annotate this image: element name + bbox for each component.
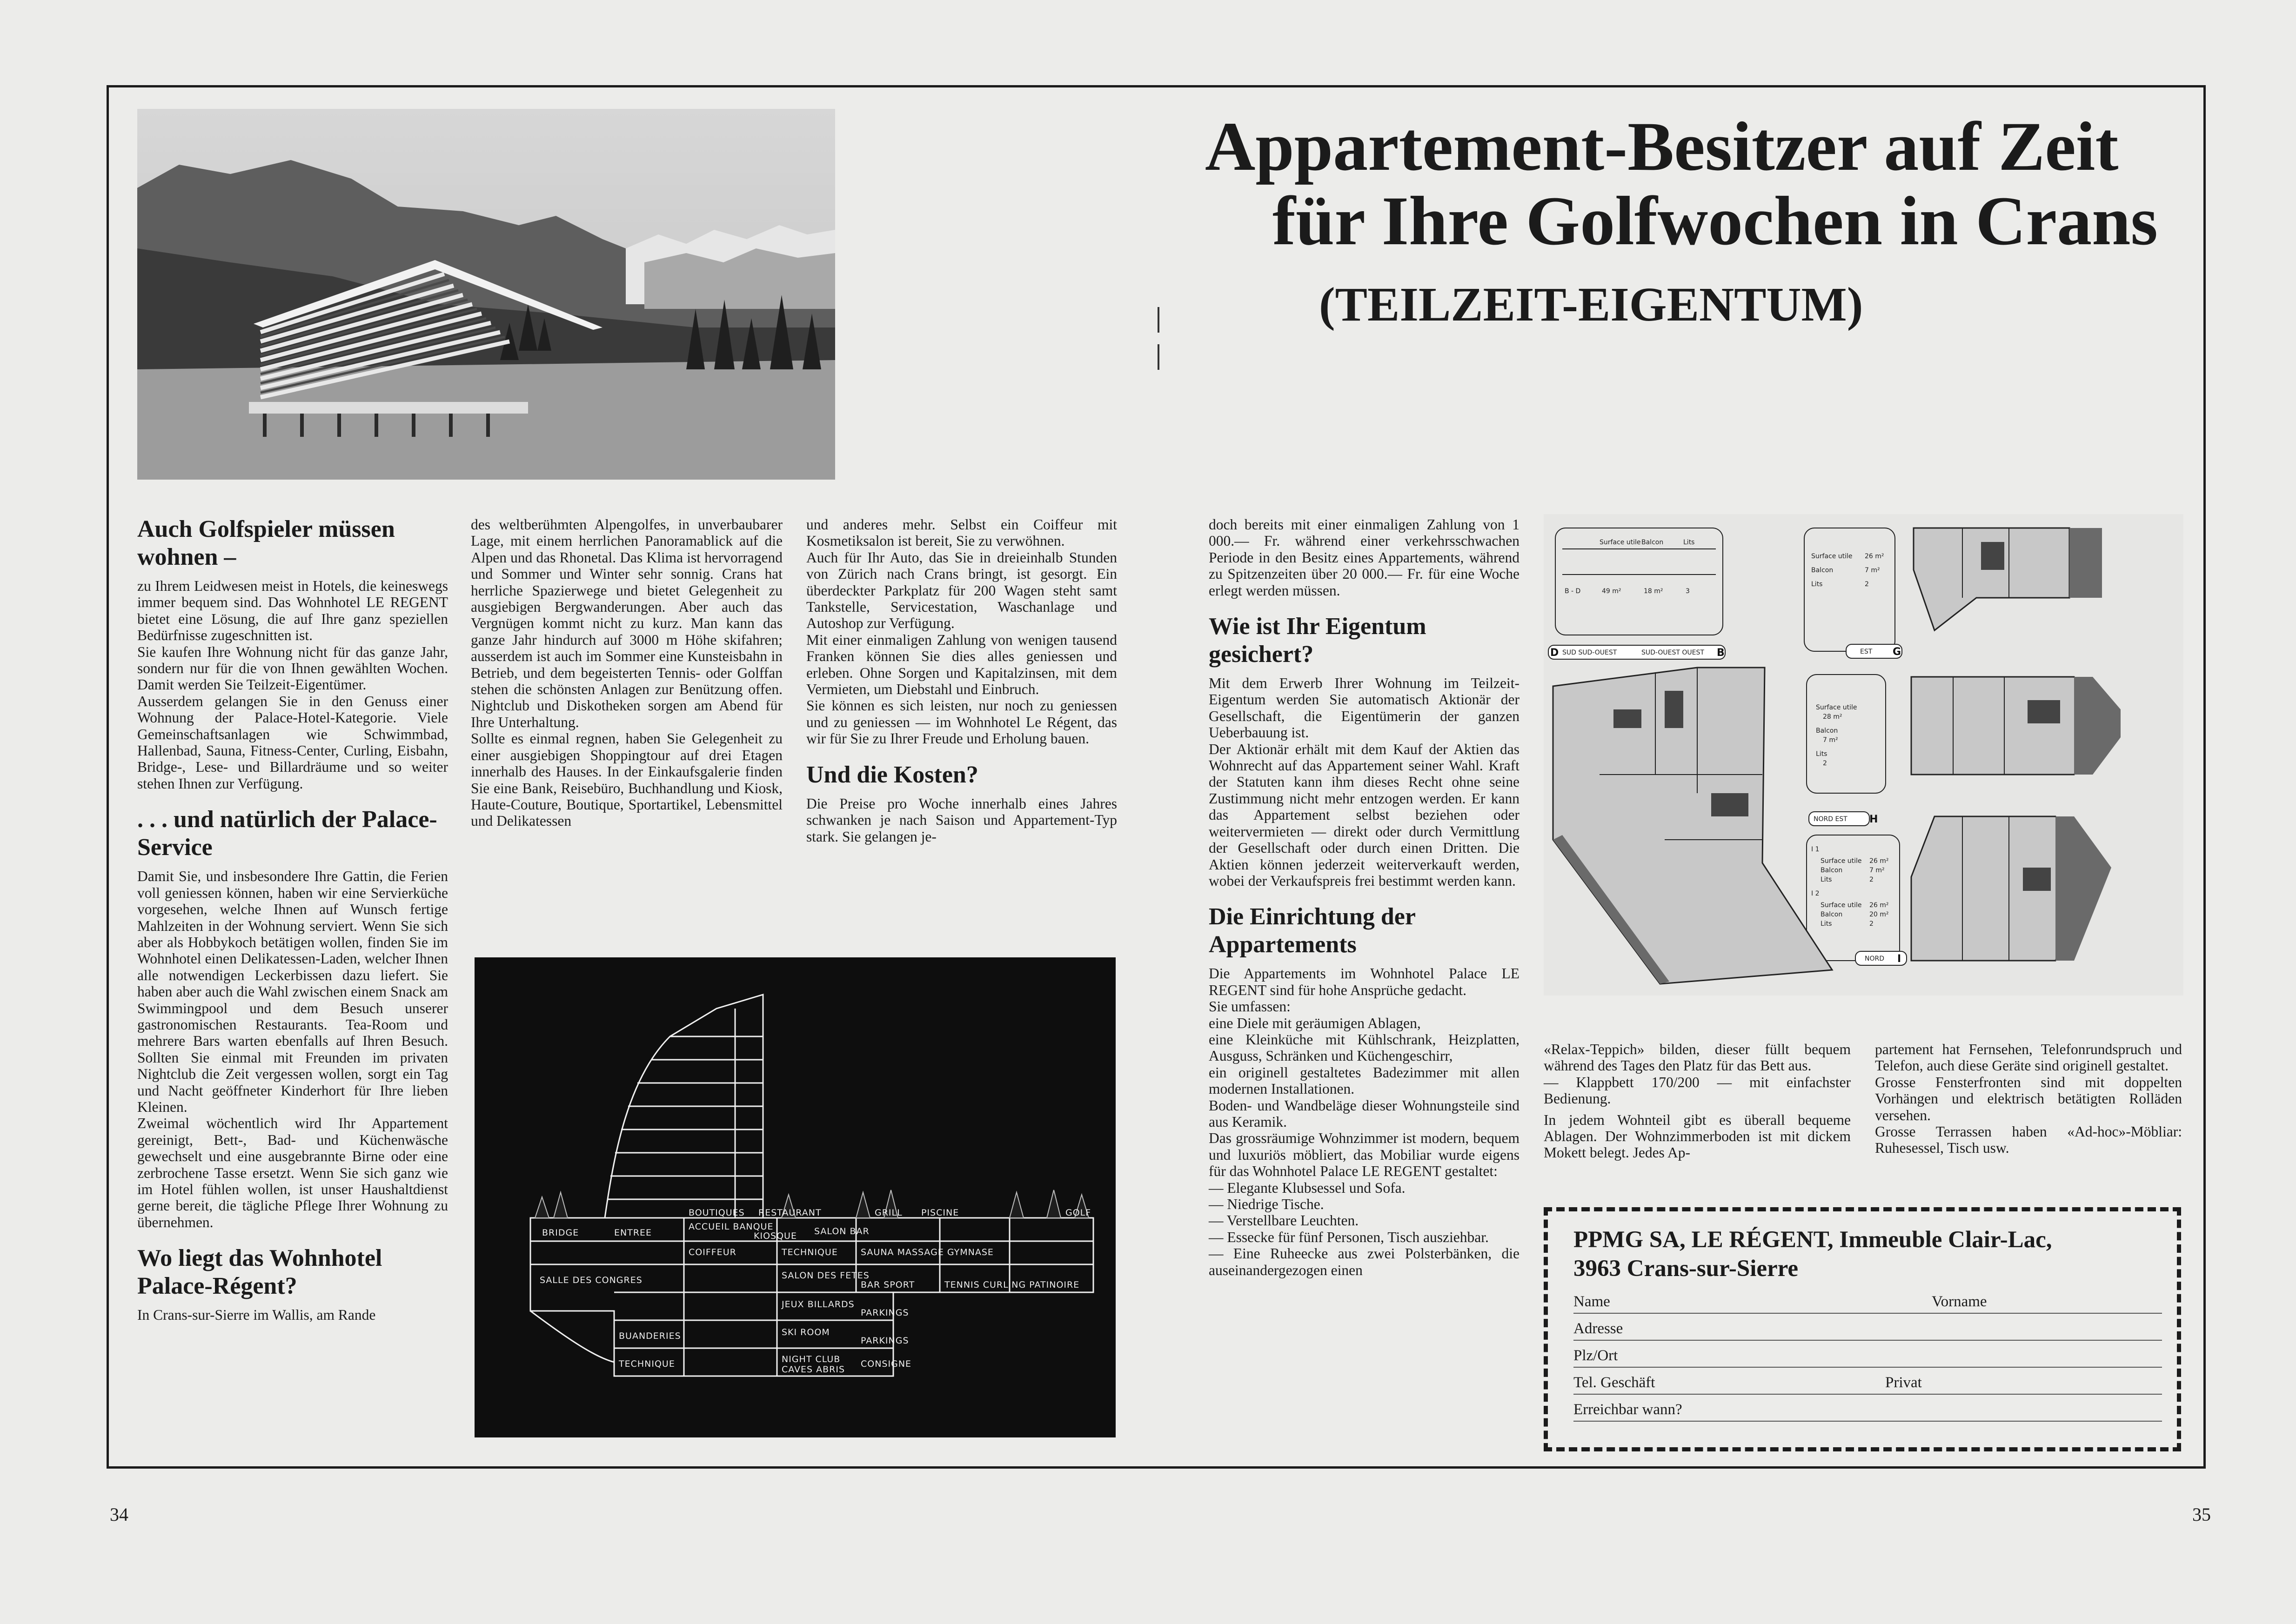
orientation-label: NORD [1865,955,1884,962]
plan-value: 20 m² [1869,911,1889,918]
section-label: NIGHT CLUB [782,1354,841,1364]
plan-letter: H [1869,814,1878,825]
coupon-row-tel[interactable] [1573,1367,2162,1395]
column-4 [1209,516,1520,1278]
list-item: — Eine Ruheecke aus zwei Polsterbänken, die auseinandergezogen einen [1209,1245,1520,1278]
paragraph: «Relax-Teppich» bilden, dieser füllt bequem während des Tages den Platz für das Bett aus. [1544,1041,1851,1074]
paragraph: Damit Sie, und insbesondere Ihre Gattin, die Ferien voll geniessen können, haben wir eine Servierküche vorgesehen, welche Ihnen auf Wunsch fertige Mahlzeiten in der Wohnung serviert. Wenn Sie sich aber als Hobbykoch betätigen wollen, finden Sie im Wohnhotel einen Delikatessen-Laden, welcher Ihnen alle notwendigen Leckerbissen dazu liefert. Sie haben aber auch die Wahl zwischen einem Snack am Swimmingpool und dem Besuch unserer gastronomischen Restaurants. Tea-Room und mehrere Bars warten ebenfalls auf Ihren Besuch. Sollten Sie einmal mit Freunden im privaten Nightclub die Zeit vergessen wollen, sorgt ein Tag und Nacht geöffneter Kinderhort für Ihre lieben Kleinen. [137,868,448,1115]
field-label-vorname: Vorname [1932,1293,1987,1310]
list-item: — Essecke für fünf Personen, Tisch ausziehbar. [1209,1229,1489,1245]
paragraph: partement hat Fernsehen, Telefonrundspruch und Telefon, auch diese Geräte sind originell gestaltet. [1875,1041,2182,1074]
column-2 [471,516,783,829]
plan-label: Balcon [1821,867,1843,874]
paragraph: In jedem Wohnteil gibt es überall bequeme Ablagen. Der Wohnzimmerboden ist mit dickem Mokett belegt. Jedes Ap- [1544,1111,1851,1161]
field-label-privat: Privat [1885,1374,1922,1391]
section-label: SAUNA MASSAGE GYMNASE [861,1247,994,1257]
plan-value: 49 m² [1602,588,1621,595]
section-label: BAR SPORT [861,1280,915,1290]
paragraph: Grosse Terrassen haben «Ad-hoc»-Möbliar: Ruhesessel, Tisch usw. [1875,1123,2182,1156]
plan-label: Lits [1683,539,1695,546]
paragraph: zu Ihrem Leidwesen meist in Hotels, die keineswegs immer bequem sind. Das Wohnhotel LE REGENT bietet eine Lösung, die auf Ihre ganz speziellen Bedürfnisse zugeschnitten ist. [137,578,448,644]
orientation-label: EST [1860,648,1873,655]
plan-label: Balcon [1816,727,1838,735]
plan-label: Surface utile [1821,902,1862,909]
plan-value: 7 m² [1865,567,1880,574]
section-label: BOUTIQUES [689,1208,745,1218]
paragraph: eine Diele mit geräumigen Ablagen, [1209,1015,1421,1031]
heading-einrichtung: Die Einrichtung der Appartements [1209,903,1415,958]
section-label: SALON DES FETES [782,1270,870,1281]
coupon-title-line1: PPMG SA, LE RÉGENT, Immeuble Clair-Lac, [1573,1227,2052,1253]
list-item: — Elegante Klubsessel und Sofa. [1209,1179,1406,1196]
heading-eigentum: Wie ist Ihr Eigentum gesichert? [1209,613,1426,668]
plan-label: I 2 [1811,890,1820,897]
plan-value: 28 m² [1823,713,1842,721]
orientation-label: SUD-OUEST OUEST [1641,649,1704,656]
hotel-photo [137,109,835,480]
section-label: CONSIGNE [861,1359,912,1369]
heading-palace-service: . . . und natürlich der Palace-Service [137,806,437,861]
list-item: — Verstellbare Leuchten. [1209,1212,1359,1229]
section-label: TENNIS CURLING PATINOIRE [944,1280,1080,1290]
plan-value: 26 m² [1869,857,1889,865]
section-label: GOLF [1065,1208,1091,1218]
column-3 [806,516,1117,845]
paragraph: Sollte es einmal regnen, haben Sie Gelegenheit zu einer ausgiebigen Shoppingtour auf drei Etagen innerhalb des Hauses. In der Einkaufsgalerie finden Sie eine Bank, Reisebüro, Buchhandlung und Kiosk, Haute-Couture, Boutique, Sportartikel, Lebensmittel und Delikatessen [471,730,783,829]
section-label: PARKINGS [861,1308,909,1318]
field-label-plz: Plz/Ort [1573,1347,1618,1364]
field-label-adresse: Adresse [1573,1320,1623,1337]
section-label: ENTREE [614,1228,652,1238]
plan-value: 26 m² [1865,553,1884,560]
page-number-left: 34 [110,1504,128,1525]
heading-wo-liegt: Wo liegt das Wohnhotel Palace-Régent? [137,1245,382,1300]
list-item: — Niedrige Tische. [1209,1196,1324,1212]
coupon-row-name[interactable] [1573,1286,2162,1314]
paragraph: Zweimal wöchentlich wird Ihr Appartement gereinigt, Bett-, Bad- und Küchenwäsche gewechselt und eine ausgebrannte Birne oder eine zerbrochene Tasse ersetzt. Wenn Sie sich ganz wie im Hotel fühlen wollen, ist unser Haushaltdienst gerne bereit, die tägliche Pflege Ihrer Wohnung zu übernehmen. [137,1115,448,1230]
column-1 [137,515,448,1323]
section-label: JEUX BILLARDS [782,1299,855,1310]
plan-value: 7 m² [1869,867,1885,874]
plan-label: Balcon [1821,911,1843,918]
fold-mark [1158,307,1159,333]
paragraph: doch bereits mit einer einmaligen Zahlung von 1 000.— Fr. während einer verkehrsschwachen Periode in den Besitz eines Appartements, während zu Spitzenzeiten über 20 000.— Fr. für eine Woche erlegt werden müssen. [1209,516,1520,599]
section-label: TECHNIQUE [619,1359,675,1369]
building-section-drawing [475,957,1116,1437]
plan-letter: B [1717,647,1725,659]
field-label-name: Name [1573,1293,1610,1310]
heading-golfspieler: Auch Golfspieler müssen wohnen – [137,516,395,570]
paragraph: — Klappbett 170/200 — mit einfachster Bedienung. [1544,1074,1851,1107]
paragraph: Sie kaufen Ihre Wohnung nicht für das ganze Jahr, sondern nur für die von Ihnen gewählten Wochen. Damit werden Sie Teilzeit-Eigentümer. [137,643,448,693]
paragraph: ein originell gestaltetes Badezimmer mit allen modernen Installationen. [1209,1064,1520,1097]
plan-label: B - D [1565,588,1581,595]
page-number-right: 35 [2192,1504,2211,1525]
headline-line2: für Ihre Golfwochen in Crans [1272,182,2158,260]
plan-value: 3 [1686,588,1690,595]
paragraph: Die Preise pro Woche innerhalb eines Jahres schwanken je nach Saison und Appartement-Typ stark. Sie gelangen je- [806,795,1117,845]
section-label: PISCINE [921,1208,959,1218]
section-label: TECHNIQUE [782,1247,838,1257]
paragraph: Mit dem Erwerb Ihrer Wohnung im Teilzeit-Eigentum werden Sie automatisch Aktionär der Gesellschaft, die Eigentümerin der ganzen Ueberbauung ist. [1209,675,1520,741]
coupon-title [1573,1225,2052,1283]
paragraph: In Crans-sur-Sierre im Wallis, am Rande [137,1307,376,1323]
paragraph: und anderes mehr. Selbst ein Coiffeur mit Kosmetiksalon ist bereit, Sie zu verwöhnen. [806,516,1117,549]
field-label-tel: Tel. Geschäft [1573,1374,1655,1391]
plan-label: Lits [1821,876,1832,883]
paragraph: Auch für Ihr Auto, das Sie in dreieinhalb Stunden von Zürich nach Crans bringt, ist gesorgt. Ein überdeckter Parkplatz für 200 Wagen steht samt Tankstelle, Servicestation, Waschanlage und Autoshop zur Verfügung. [806,549,1117,632]
field-label-erreichbar: Erreichbar wann? [1573,1401,1682,1418]
paragraph: Die Appartements im Wohnhotel Palace LE REGENT sind für hohe Ansprüche gedacht. [1209,965,1520,998]
coupon-row-adresse[interactable] [1573,1313,2162,1341]
paragraph: Mit einer einmaligen Zahlung von wenigen tausend Franken können Sie dies alles geniessen und erleben. Ohne Sorgen und Kapitalzinsen, mit dem Vermieten, um Diebstahl und Einbruch. [806,631,1117,698]
plan-label: Lits [1811,581,1823,588]
plan-value: 2 [1869,876,1874,883]
plan-value: 2 [1865,581,1869,588]
headline-subtitle: (TEILZEIT-EIGENTUM) [1319,278,1863,331]
section-label: SKI ROOM [782,1327,830,1337]
plan-label: Surface utile [1600,539,1641,546]
paragraph: Grosse Fensterfronten sind mit doppelten Vorhängen und elektrisch betätigten Rolläden versehen. [1875,1074,2182,1123]
headline-line1: Appartement-Besitzer auf Zeit [1205,108,2119,185]
paragraph: eine Kleinküche mit Kühlschrank, Heizplatten, Ausguss, Schränken und Küchengeschirr, [1209,1031,1520,1064]
plan-label: Surface utile [1816,704,1857,711]
plan-label: Lits [1816,750,1827,758]
orientation-label: NORD EST [1814,815,1848,823]
coupon-title-line2: 3963 Crans-sur-Sierre [1573,1256,1799,1282]
plan-label: Balcon [1641,539,1664,546]
paragraph: Sie umfassen: [1209,998,1291,1015]
column-5 [1544,1041,1851,1161]
section-label: SALON BAR [814,1226,870,1236]
paragraph: Boden- und Wandbeläge dieser Wohnungsteile sind aus Keramik. [1209,1097,1520,1130]
order-coupon [1544,1207,2181,1451]
section-label: ACCUEIL BANQUE [689,1222,774,1232]
paragraph: Ausserdem gelangen Sie in den Genuss einer Wohnung der Palace-Hotel-Kategorie. Viele Gemeinschaftsanlagen wie Schwimmbad, Hallenbad, Sauna, Fitness-Center, Curling, Eisbahn, Bridge-, Lese- und Billardräume und so weiter stehen Ihnen zur Verfügung. [137,693,448,792]
paragraph: des weltberühmten Alpengolfes, in unverbaubarer Lage, mit einem herrlichen Panoramablick auf die Alpen und das Rhonetal. Das Klima ist hervorragend und Sommer und Winter sehr sonnig. Crans hat herrliche Spazierwege und bietet Gelegenheit zu ausgiebigen Bergwanderungen. Aber auch das Vergnügen kommt nicht zu kurz. Man kann das ganze Jahr hindurch auf 3000 m Höhe skifahren; ausserdem ist auch im Sommer eine Kunsteisbahn in Betrieb, und dem begeisterten Tennis- oder Golffan stehen die schönsten Anlagen zur Benützung offen. Nightclub und Diskotheken sorgen am Abend für Ihre Unterhaltung. [471,516,783,730]
orientation-label: SUD SUD-OUEST [1562,649,1617,656]
plan-value: 2 [1869,920,1874,928]
section-label: KIOSQUE [754,1231,797,1241]
floor-plans [1544,514,2183,996]
plan-label: I 1 [1811,846,1820,853]
plan-label: Lits [1821,920,1832,928]
plan-value: 7 m² [1823,736,1838,744]
fold-mark [1158,344,1159,370]
plan-value: 2 [1823,760,1827,767]
coupon-row-plz[interactable] [1573,1340,2162,1368]
plan-letter: G [1893,646,1901,658]
plan-value: 18 m² [1644,588,1663,595]
coupon-row-erreichbar[interactable] [1573,1394,2162,1422]
plan-letter: I [1897,953,1901,965]
heading-kosten: Und die Kosten? [806,761,978,788]
paragraph: Der Aktionär erhält mit dem Kauf der Aktien das Wohnrecht auf das Appartement seiner Wahl. Kraft der Statuten kann ihm dieses Recht ohne seine Zustimmung nicht mehr entzogen werden. Er kann das Appartement selbst beziehen oder weitervermieten — direkt oder durch Vermittlung der Gesellschaft oder durch einen Dritten. Die Aktien können jederzeit weiterverkauft werden, wobei der Verkaufspreis frei bestimmt werden kann. [1209,741,1520,889]
section-label: BRIDGE [542,1228,579,1238]
paragraph: Sie können es sich leisten, nur noch zu geniessen und zu geniessen — im Wohnhotel Le Régent, das wir für Sie zu Ihrer Freude und Erholung bauen. [806,697,1117,747]
section-label: COIFFEUR [689,1247,736,1257]
plan-label: Balcon [1811,567,1834,574]
column-6 [1875,1041,2182,1156]
plan-value: 26 m² [1869,902,1889,909]
section-label: BUANDERIES [619,1331,681,1341]
section-label: CAVES ABRIS [782,1364,845,1375]
section-label: PARKINGS [861,1336,909,1346]
section-label: GRILL [875,1208,903,1218]
plan-label: Surface utile [1821,857,1862,865]
plan-label: Surface utile [1811,553,1853,560]
paragraph: Das grossräumige Wohnzimmer ist modern, bequem und luxuriös möbliert, das Mobiliar wurde eigens für das Wohnhotel Palace LE REGENT gestaltet: [1209,1130,1520,1180]
section-label: SALLE DES CONGRES [540,1275,643,1285]
section-label: RESTAURANT [758,1208,822,1218]
plan-letter: D [1550,647,1559,659]
